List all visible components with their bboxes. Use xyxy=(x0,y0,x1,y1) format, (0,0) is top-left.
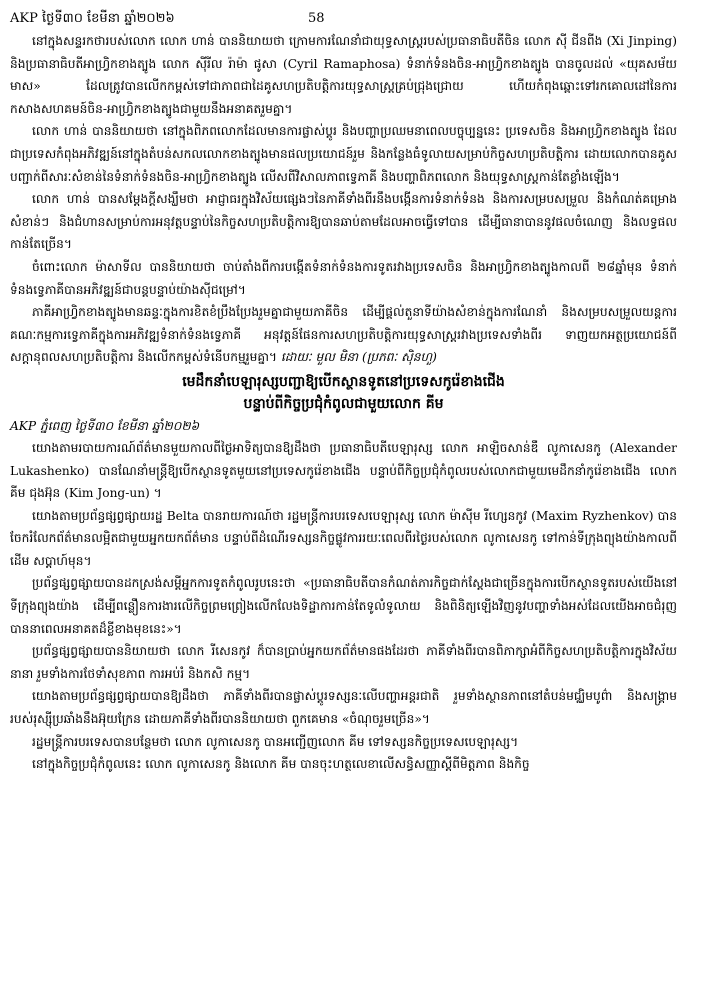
article1-paragraph-3: លោក ហាន់ បានសម្តែងក្តីសង្ឃឹមថា អាជ្ញាធរក្នុងវិស័យផ្សេងៗនៃភាគីទាំងពីរនឹងបង្កើនការទំនាក់ទំនង និងការសម្របសម្រួល និងកំណត់គម្រោងសំខាន់ៗ និងជំហានសម្រាប់ការអនុវត្តបន្ទាប់នៃកិច្ចសហប្រតិបត្តិការឱ្យបានឆាប់តាមដែលអាចធ្វើទៅបាន ដើម្បីធានាបាននូវផលចំណេញ និងលទ្ធផលកាន់តែច្រើន។ xyxy=(10,192,677,252)
article2-dateline: AKP ភ្នំពេញ ថ្ងៃទី៣០ ខែមីនា ឆ្នាំ២០២៦ xyxy=(10,418,200,433)
article1-paragraph-4: ចំពោះលោក ម៉ាសាទីល បាននិយាយថា ចាប់តាំងពីការបង្កើតទំនាក់ទំនងការទូតរវាងប្រទេសចិន និងអាហ្វ្រិកខាងត្បូងកាលពី ២៨ឆ្នាំមុន ទំនាក់ទំនងទ្វេភាគីបានអភិវឌ្ឍន៍ជាបន្តបន្ទាប់យ៉ាងស៊ីជម្រៅ។ xyxy=(10,259,677,297)
article1-paragraph-1: នៅក្នុងសន្ទរកថារបស់លោក លោក ហាន់ បាននិយាយថា ក្រោមការណែនាំជាយុទ្ធសាស្ត្ររបស់ប្រធានាធិបតីចិន លោក ស៊ី ជីនពីង (Xi Jinping) និងប្រធានាធិបតីអាហ្វ្រិកខាងត្បូង លោក ស៊ីរីល រ៉ាម៉ា ផូសា (Cyril Ramaphosa) ទំនាក់ទំនងចិន-អាហ្វ្រិកខាងត្បូង បានចូលដល់ «យុគសម័យមាស» ដែលត្រូវបានលើកកម្ពស់ទៅជាភាពជាដៃគូសហប្រតិបត្តិការយុទ្ធសាស្ត្រគ្រប់ជ្រុងជ្រោយ ហើយកំពុងឆ្ពោះទៅរកគោលដៅនៃការកសាងសហគមន៍ចិន-អាហ្វ្រិកខាងត្បូងជាមួយនឹងអនាគតរួមគ្នា។ xyxy=(10,34,677,116)
article-china-south-africa xyxy=(10,30,677,369)
article2-paragraph-6: រដ្ឋមន្ត្រីការបរទេសបានបន្ថែមថា លោក លូកាសេនកូ បានអញ្ជើញលោក គីម ទៅទស្សនកិច្ចប្រទេសបេឡារុស្ស។ xyxy=(32,734,519,749)
article2-paragraph-7: នៅក្នុងកិច្ចប្រជុំកំពូលនេះ លោក លូកាសេនកូ និងលោក គីម បានចុះហត្ថលេខាលើសន្ធិសញ្ញាស្តីពីមិត្តភាព និងកិច្ច xyxy=(32,757,530,772)
article2-headline xyxy=(10,371,677,415)
article2-paragraph-2: យោងតាមប្រព័ន្ធផ្សព្វផ្សាយរដ្ឋ Belta បានរាយការណ៍ថា រដ្ឋមន្ត្រីការបរទេសបេឡារុស្ស លោក ម៉ាស៊ីម រីហ្សេនកូវ (Maxim Ryzhenkov) បានចែករំលែកព័ត៌មានលម្អិតជាមួយអ្នកយកព័ត៌មាន បន្ទាប់ពីដំណើរទស្សនកិច្ចផ្លូវការរយៈពេលពីរថ្ងៃរបស់លោក លូកាសេនកូ ទៅកាន់ទីក្រុងព្យុងយ៉ាងកាលពីដើម សប្តាហ៍មុន។ xyxy=(10,508,677,568)
page-number: 58 xyxy=(308,11,325,26)
article1-paragraph-5-text: ភាគីអាហ្វ្រិកខាងត្បូងមានឆន្ទៈក្នុងការខិតខំប្រឹងប្រែងរួមគ្នាជាមួយភាគីចិន ដើម្បីផ្តល់តួនាទីយ៉ាងសំខាន់ក្នុងការណែនាំ និងសម្របសម្រួលយន្តការគណៈកម្មការទ្វេភាគីក្នុងការអភិវឌ្ឍទំនាក់ទំនងទ្វេភាគី អនុវត្តន៍ផែនការសហប្រតិបត្តិការយុទ្ធសាស្ត្ររវាងប្រទេសទាំងពីរ ទាញយកអត្ថប្រយោជន៍ពីសក្តានុពលសហប្រតិបត្តិការ និងលើកកម្ពស់ទំនើបកម្មរួមគ្នា។ xyxy=(10,305,677,365)
article1-paragraph-2: លោក ហាន់ បាននិយាយថា នៅក្នុងពិភពលោកដែលមានការផ្លាស់ប្តូរ និងបញ្ហាប្រឈមនាពេលបច្ចុប្បន្ននេះ ប្រទេសចិន និងអាហ្វ្រិកខាងត្បូង ដែលជាប្រទេសកំពុងអភិវឌ្ឍន៍នៅក្នុងតំបន់សកលលោកខាងត្បូងមានផលប្រយោជន៍រួម និងកន្លែងធំទូលាយសម្រាប់កិច្ចសហប្រតិបត្តិការ ដោយលោកបានគូសបញ្ជាក់ពីសារៈសំខាន់នៃទំនាក់ទំនងចិន-អាហ្វ្រិកខាងត្បូង លើសពីវិសាលភាពទ្វេភាគី និងបញ្ហាពិភពលោក និងយុទ្ធសាស្ត្រកាន់តែខ្លាំងឡើង។ xyxy=(10,124,677,184)
header-dateline: AKP ថ្ងៃទី៣០ ខែមីនា ឆ្នាំ២០២៦ xyxy=(10,11,175,26)
article2-headline-line-1: មេដឹកនាំបេឡារុស្សបញ្ជាឱ្យបើកស្ថានទូតនៅប្រទេសកូរ៉េខាងជើង xyxy=(182,373,505,390)
article1-byline: ដោយៈ មួល មិនា (ប្រភពៈ ស៊ិនហួ) xyxy=(280,350,437,365)
article2-paragraph-3: ប្រព័ន្ធផ្សព្វផ្សាយបានដកស្រង់សម្តីអ្នកការទូតកំពូលរូបនេះថា «ប្រធានាធិបតីបានកំណត់ភារកិច្ចជាក់ស្តែងជាច្រើនក្នុងការបើកស្ថានទូតរបស់យើងនៅទីក្រុងព្យុងយ៉ាង ដើម្បីពន្លឿនការងារលើកិច្ចព្រមព្រៀងលើកលែងទិដ្ឋាការកាន់តែទូលំទូលាយ និងពិនិត្យឡើងវិញនូវបញ្ហាទាំងអស់ដែលយើងអាចជំរុញបាននាពេលអនាគតដ៏ខ្លីខាងមុខនេះ»។ xyxy=(10,576,677,636)
article2-paragraph-4: ប្រព័ន្ធផ្សព្វផ្សាយបាននិយាយថា លោក រីសេនកូវ ក៏បានប្រាប់អ្នកយកព័ត៌មានផងដែរថា ភាគីទាំងពីរបានពិភាក្សាអំពីកិច្ចសហប្រតិបត្តិការក្នុងវិស័យនានា រួមទាំងការថែទាំសុខភាព ការអប់រំ និងកសិ កម្ម។ xyxy=(10,644,677,681)
article2-paragraph-5: យោងតាមប្រព័ន្ធផ្សព្វផ្សាយបានឱ្យដឹងថា ភាគីទាំងពីរបានផ្លាស់ប្តូរទស្សនៈលើបញ្ហាអន្តរជាតិ រួមទាំងស្ថានភាពនៅតំបន់មជ្ឈិមបូព៌ា និងសង្គ្រាមរបស់រុស្ស៊ីប្រឆាំងនឹងអ៊ុយក្រែន ដោយភាគីទាំងពីរបាននិយាយថា ពួកគេមាន «ចំណុចរួមច្រើន»។ xyxy=(10,689,677,727)
article2-paragraph-1: យោងតាមរបាយការណ៍ព័ត៌មានមួយកាលពីថ្ងៃអាទិត្យបានឱ្យដឹងថា ប្រធានាធិបតីបេឡារុស្ស លោក អាឡិចសាន់ឌឺ លូកាសេនកូ (Alexander Lukashenko) បានណែនាំមន្ត្រីឱ្យបើកស្ថានទូតមួយនៅប្រទេសកូរ៉េខាងជើង បន្ទាប់ពីកិច្ចប្រជុំកំពូលរបស់លោកជាមួយមេដឹកនាំកូរ៉េខាងជើង លោក គីម ជុងអ៊ុន (Kim Jong-un) ។ xyxy=(10,440,677,501)
article-belarus-north-korea xyxy=(10,437,677,776)
running-head xyxy=(10,8,677,30)
article2-headline-line-2: បន្ទាប់ពីកិច្ចប្រជុំកំពូលជាមួយលោក គីម xyxy=(243,395,444,412)
article1-paragraph-5 xyxy=(10,301,677,369)
